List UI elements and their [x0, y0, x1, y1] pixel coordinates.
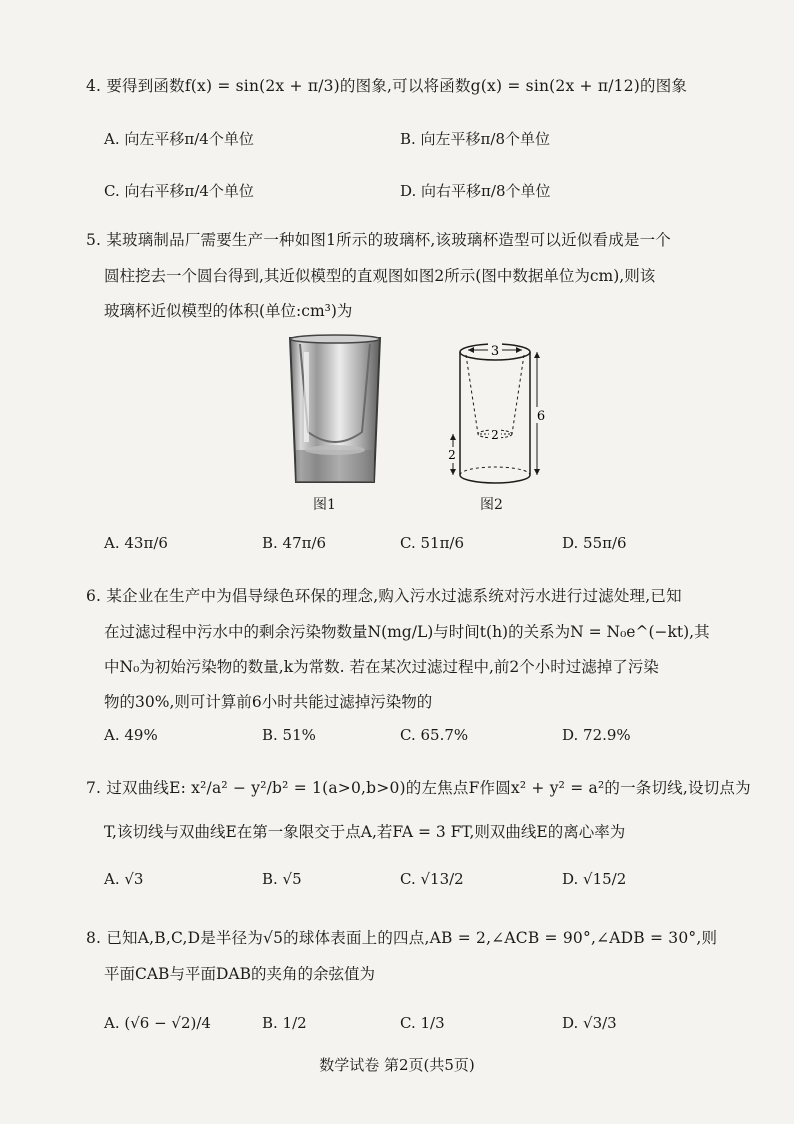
fig2-label-diameter-top: 3: [490, 344, 500, 359]
q7-option-a: A. √3: [104, 870, 144, 888]
q4-stem: 4. 要得到函数f(x) = sin(2x + π/3)的图象,可以将函数g(x) = sin(2x + π/12)的图象: [86, 77, 688, 95]
q8-line2: 平面CAB与平面DAB的夹角的余弦值为: [104, 965, 375, 983]
q7-option-d: D. √15/2: [562, 870, 627, 888]
page-footer: 数学试卷 第2页(共5页): [319, 1056, 475, 1074]
q5-option-d: D. 55π/6: [562, 534, 627, 552]
q4-option-b: B. 向左平移π/8个单位: [400, 130, 551, 148]
q7-option-b: B. √5: [262, 870, 302, 888]
fig2-caption: 图2: [480, 497, 503, 513]
q4-option-d: D. 向右平移π/8个单位: [400, 182, 551, 200]
q7-line2: T,该切线与双曲线E在第一象限交于点A,若FA = 3 FT,则双曲线E的离心率为: [104, 823, 626, 841]
q5-option-c: C. 51π/6: [400, 534, 465, 552]
q7-option-c: C. √13/2: [400, 870, 464, 888]
q7-line1: 7. 过双曲线E: x²/a² − y²/b² = 1(a>0,b>0)的左焦点F作圆x² + y² = a²的一条切线,设切点为: [86, 779, 751, 797]
q8-option-a: A. (√6 − √2)/4: [104, 1014, 211, 1032]
q6-option-a: A. 49%: [104, 726, 158, 744]
q6-line4: 物的30%,则可计算前6小时共能过滤掉污染物的: [104, 693, 433, 711]
q6-option-d: D. 72.9%: [562, 726, 631, 744]
fig2-label-base-height: 2: [448, 448, 456, 462]
q6-line1: 6. 某企业在生产中为倡导绿色环保的理念,购入污水过滤系统对污水进行过滤处理,已知: [86, 587, 682, 605]
glass-photo-figure: [280, 332, 390, 490]
q5-line3: 玻璃杯近似模型的体积(单位:cm³)为: [104, 302, 353, 320]
q8-option-d: D. √3/3: [562, 1014, 617, 1032]
q5-option-a: A. 43π/6: [104, 534, 168, 552]
q5-line1: 5. 某玻璃制品厂需要生产一种如图1所示的玻璃杯,该玻璃杯造型可以近似看成是一个: [86, 231, 672, 249]
q6-option-b: B. 51%: [262, 726, 316, 744]
q6-line3: 中N₀为初始污染物的数量,k为常数. 若在某次过滤过程中,前2个小时过滤掉了污染: [104, 658, 659, 676]
q4-option-a: A. 向左平移π/4个单位: [104, 130, 254, 148]
q5-option-b: B. 47π/6: [262, 534, 327, 552]
q8-line1: 8. 已知A,B,C,D是半径为√5的球体表面上的四点,AB = 2,∠ACB = 90°,∠ADB = 30°,则: [86, 929, 718, 947]
q6-option-c: C. 65.7%: [400, 726, 469, 744]
q5-line2: 圆柱挖去一个圆台得到,其近似模型的直观图如图2所示(图中数据单位为cm),则该: [104, 267, 656, 285]
q8-option-b: B. 1/2: [262, 1014, 307, 1032]
q4-option-c: C. 向右平移π/4个单位: [104, 182, 254, 200]
q6-line2: 在过滤过程中污水中的剩余污染物数量N(mg/L)与时间t(h)的关系为N = N₀e^(−kt),其: [104, 623, 710, 641]
fig2-label-height: 6: [536, 409, 546, 424]
glass-model-figure: [440, 335, 550, 495]
fig2-label-diameter-bottom: 2: [491, 428, 499, 442]
q8-option-c: C. 1/3: [400, 1014, 445, 1032]
fig1-caption: 图1: [313, 497, 336, 513]
